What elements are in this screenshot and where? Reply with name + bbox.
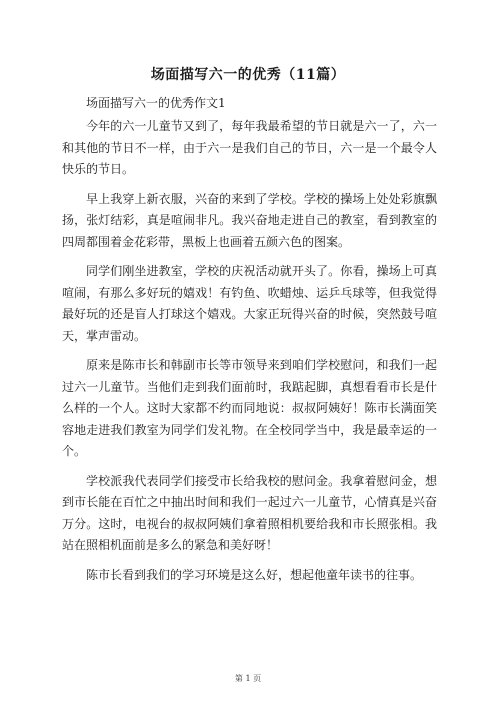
paragraph-2: 早上我穿上新衣服，兴奋的来到了学校。学校的操场上处处彩旗飘扬，张灯结彩，真是喧闹非凡。我兴奋地走进自己的教室，看到教室的四周都围着金花彩带，黑板上也画着五颜六色的图案。 xyxy=(62,191,437,249)
paragraph-5: 学校派我代表同学们接受市长给我校的慰问金。我拿着慰问金，想到市长能在百忙之中抽出时间和我们一起过六一儿童节，心情真是兴奋万分。这时，电视台的叔叔阿姨们拿着照相机要给我和市长照张相。我站在照相机面前是多么的紧急和美好呀！ xyxy=(62,473,437,552)
paragraph-4: 原来是陈市长和韩副市长等市领导来到咱们学校慰问，和我们一起过六一儿童节。当他们走到我们面前时，我踮起脚，真想看看市长是什么样的一个人。这时大家都不约而同地说：叔叔阿姨好！陈市长满面笑容地走进我们教室为同学们发礼物。在全校同学当中，我是最幸运的一个。 xyxy=(62,358,437,458)
paragraph-3: 同学们刚坐进教室，学校的庆祝活动就开头了。你看，操场上可真喧闹，有那么多好玩的嬉戏！有钓鱼、吹蜡烛、运乒乓球等，但我觉得最好玩的还是盲人打球这个嬉戏。大家正玩得兴奋的时候，突然鼓号喧天，掌声雷动。 xyxy=(62,264,437,343)
document-body xyxy=(62,116,437,594)
document-title: 场面描写六一的优秀（11篇） xyxy=(150,67,346,83)
paragraph-6: 陈市长看到我们的学习环境是这么好，想起他童年读书的往事。 xyxy=(86,567,423,582)
paragraph-1: 今年的六一儿童节又到了，每年我最希望的节日就是六一了，六一和其他的节日不一样，由于六一是我们自己的节日，六一是一个最令人快乐的节日。 xyxy=(62,119,437,176)
document-subtitle: 场面描写六一的优秀作文1 xyxy=(86,96,226,110)
page-number: 第 1 页 xyxy=(234,674,262,683)
